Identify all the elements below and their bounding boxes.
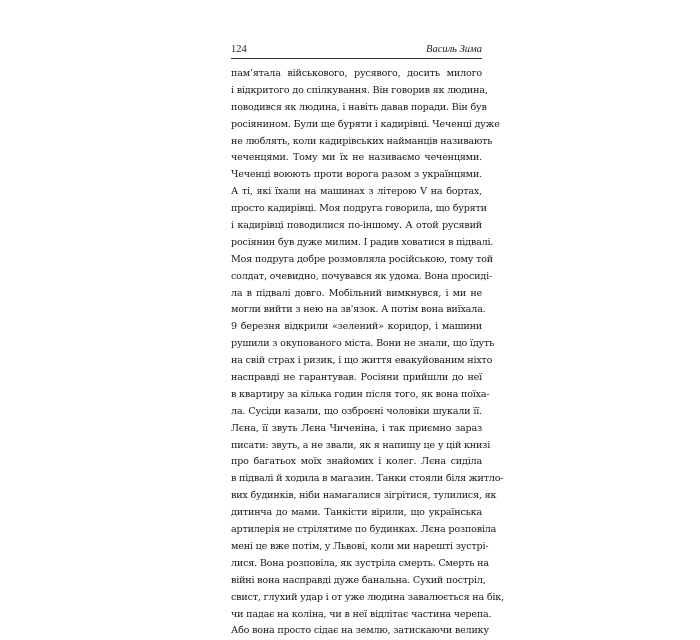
text-line: свист, глухий удар і от уже людина завалюється на бік, bbox=[231, 591, 504, 603]
text-line: ла в підвалі довго. Мобільний вимкнувся, і ми не bbox=[231, 287, 482, 299]
text-line: чеченцями. Тому ми їх не називаємо чеченцями. bbox=[231, 152, 482, 164]
text-line: поводився як людина, і навіть давав поради. Він був bbox=[231, 101, 487, 113]
text-line: в підвалі й ходила в магазин. Танки стояли біля житло- bbox=[231, 473, 504, 485]
text-line: мені це вже потім, у Львові, коли ми нарешті зустрі- bbox=[231, 540, 489, 552]
text-line: на свій страх і ризик, і що життя евакуйованим ніхто bbox=[231, 355, 493, 367]
text-line: писати: звуть, а не звали, як я напишу це у цій книзі bbox=[231, 439, 491, 451]
text-line: ла. Сусіди казали, що озброєні чоловіки шукали її. bbox=[231, 405, 482, 417]
text-line: дитинча до мами. Танкісти вірили, що українська bbox=[231, 507, 482, 519]
text-line: 9 березня відкрили «зелений» коридор, і машини bbox=[231, 321, 482, 333]
text-line: лися. Вона розповіла, як зустріла смерть. Смерть на bbox=[231, 557, 489, 569]
text-line: в квартиру за кілька годин після того, як вона поїха- bbox=[231, 388, 490, 400]
body-text bbox=[231, 66, 504, 640]
text-line: не люблять, коли кадирівських найманців називають bbox=[231, 135, 493, 147]
text-line: артилерія не стрілятиме по будинках. Лєна розповіла bbox=[231, 524, 497, 536]
text-line: пам’ятала військового, русявого, досить милого bbox=[231, 68, 482, 79]
text-line: А ті, які їхали на машинах з літерою V на бортах, bbox=[231, 186, 482, 198]
header-rule bbox=[231, 58, 482, 59]
text-line: Чеченці воюють проти ворога разом з українцями. bbox=[231, 169, 482, 181]
text-line: війні вона насправді дуже банальна. Сухий постріл, bbox=[231, 574, 486, 586]
text-line: росіянином. Були ще буряти і кадирівці. Чеченці дуже bbox=[231, 118, 500, 130]
text-line: росіянин був дуже милим. І радив ховатися в підвалі. bbox=[231, 236, 494, 248]
text-line: про багатьох моїх знайомих і колег. Лєна сиділа bbox=[231, 456, 482, 468]
text-line: Або вона просто сідає на землю, затискаючи велику bbox=[231, 625, 489, 637]
text-line: Лєна, її звуть Лєна Чиченіна, і так приємно зараз bbox=[231, 422, 482, 434]
text-line: солдат, очевидно, почувався як удома. Вона просиді- bbox=[231, 270, 492, 282]
text-line: просто кадирівці. Моя подруга говорила, що буряти bbox=[231, 203, 487, 215]
text-line: і кадирівці поводилися по-іншому. А отой русявий bbox=[231, 220, 482, 232]
text-line: рушили з окупованого міста. Вони не знали, що їдуть bbox=[231, 338, 495, 350]
text-line: вих будинків, ніби намагалися зігрітися, тулилися, як bbox=[231, 490, 497, 502]
text-line: чи падає на коліна, чи в неї відлітає частина черепа. bbox=[231, 608, 492, 620]
text-line: могли вийти з нею на зв'язок. А потім вона виїхала. bbox=[231, 304, 486, 316]
text-line: насправді не гарантував. Росіяни прийшли до неї bbox=[231, 372, 482, 384]
text-line: Моя подруга добре розмовляла російською, тому той bbox=[231, 253, 493, 265]
running-title: Василь Зима bbox=[426, 44, 482, 55]
text-line: і відкритого до спілкування. Він говорив як людина, bbox=[231, 84, 488, 96]
page-number: 124 bbox=[231, 44, 247, 55]
